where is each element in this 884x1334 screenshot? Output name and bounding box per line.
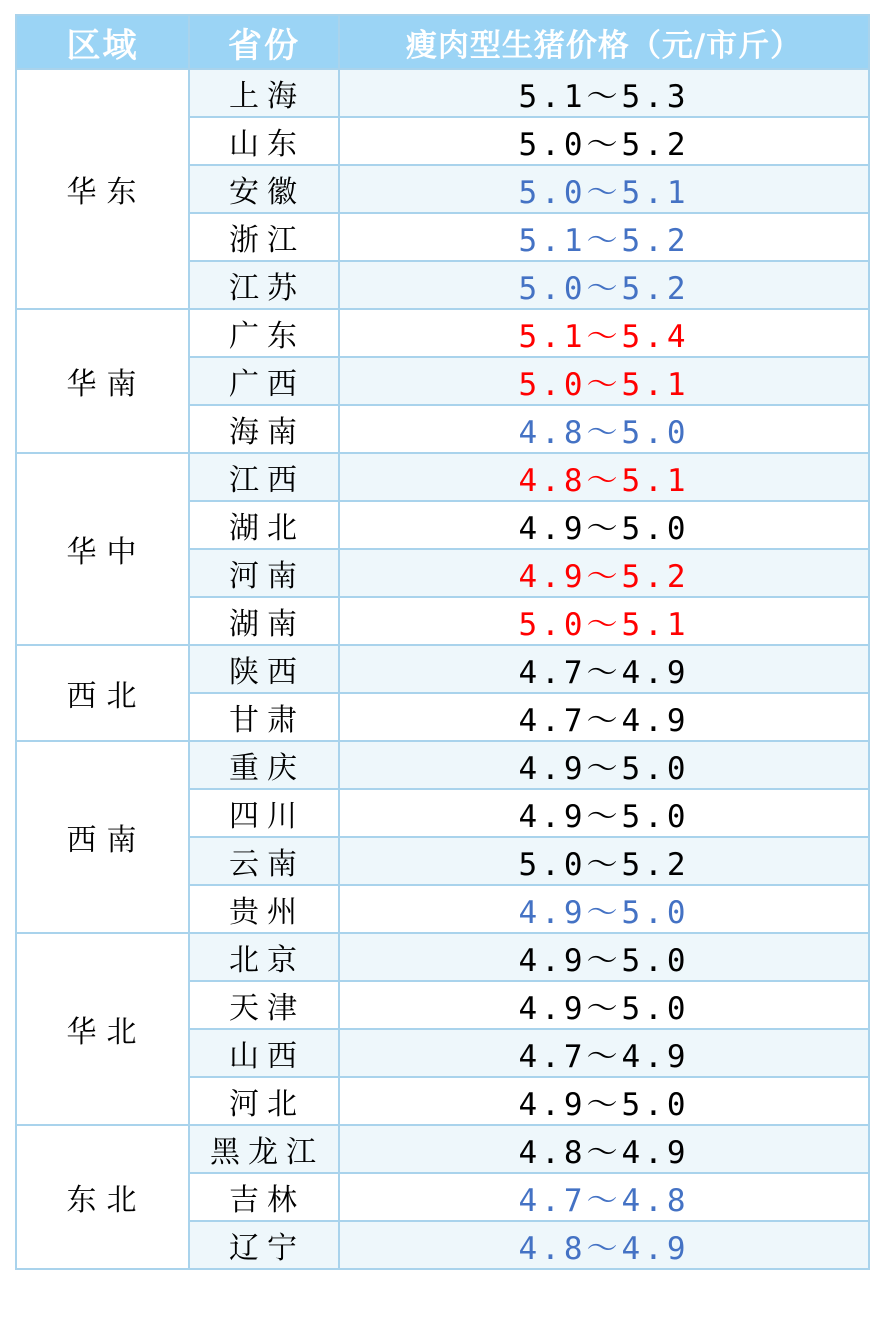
price-cell: 5.0～5.2 xyxy=(339,261,869,309)
price-cell: 5.0～5.2 xyxy=(339,837,869,885)
table-row xyxy=(16,645,869,693)
header-price: 瘦肉型生猪价格（元/市斤） xyxy=(339,15,869,69)
province-cell: 河北 xyxy=(189,1077,339,1125)
province-cell: 陕西 xyxy=(189,645,339,693)
header-region: 区域 xyxy=(16,15,189,69)
table-body xyxy=(16,69,869,1269)
province-cell: 湖南 xyxy=(189,597,339,645)
province-cell: 江西 xyxy=(189,453,339,501)
price-cell: 4.7～4.9 xyxy=(339,1029,869,1077)
price-cell: 5.1～5.4 xyxy=(339,309,869,357)
table-header xyxy=(16,15,869,69)
province-cell: 浙江 xyxy=(189,213,339,261)
price-cell: 5.1～5.2 xyxy=(339,213,869,261)
price-cell: 4.8～5.0 xyxy=(339,405,869,453)
table-row xyxy=(16,741,869,789)
province-cell: 吉林 xyxy=(189,1173,339,1221)
province-cell: 江苏 xyxy=(189,261,339,309)
region-cell: 西南 xyxy=(16,741,189,933)
price-cell: 4.7～4.9 xyxy=(339,693,869,741)
province-cell: 河南 xyxy=(189,549,339,597)
hog-price-table xyxy=(15,14,870,1270)
province-cell: 上海 xyxy=(189,69,339,117)
price-cell: 4.9～5.0 xyxy=(339,789,869,837)
price-cell: 4.9～5.0 xyxy=(339,1077,869,1125)
province-cell: 黑龙江 xyxy=(189,1125,339,1173)
region-cell: 华南 xyxy=(16,309,189,453)
province-cell: 云南 xyxy=(189,837,339,885)
region-cell: 东北 xyxy=(16,1125,189,1269)
price-cell: 4.9～5.2 xyxy=(339,549,869,597)
province-cell: 甘肃 xyxy=(189,693,339,741)
price-cell: 5.0～5.1 xyxy=(339,597,869,645)
region-cell: 西北 xyxy=(16,645,189,741)
province-cell: 贵州 xyxy=(189,885,339,933)
price-cell: 4.9～5.0 xyxy=(339,981,869,1029)
price-cell: 4.8～4.9 xyxy=(339,1221,869,1269)
price-cell: 5.0～5.2 xyxy=(339,117,869,165)
table-row xyxy=(16,933,869,981)
province-cell: 广东 xyxy=(189,309,339,357)
table-row xyxy=(16,453,869,501)
price-cell: 4.9～5.0 xyxy=(339,501,869,549)
header-row xyxy=(16,15,869,69)
province-cell: 安徽 xyxy=(189,165,339,213)
region-cell: 华北 xyxy=(16,933,189,1125)
price-cell: 4.7～4.9 xyxy=(339,645,869,693)
table-row xyxy=(16,69,869,117)
province-cell: 广西 xyxy=(189,357,339,405)
province-cell: 湖北 xyxy=(189,501,339,549)
price-cell: 5.0～5.1 xyxy=(339,165,869,213)
price-cell: 5.0～5.1 xyxy=(339,357,869,405)
province-cell: 山东 xyxy=(189,117,339,165)
province-cell: 天津 xyxy=(189,981,339,1029)
province-cell: 辽宁 xyxy=(189,1221,339,1269)
province-cell: 重庆 xyxy=(189,741,339,789)
price-cell: 4.9～5.0 xyxy=(339,741,869,789)
price-cell: 4.8～5.1 xyxy=(339,453,869,501)
price-cell: 4.8～4.9 xyxy=(339,1125,869,1173)
price-cell: 5.1～5.3 xyxy=(339,69,869,117)
price-cell: 4.7～4.8 xyxy=(339,1173,869,1221)
region-cell: 华东 xyxy=(16,69,189,309)
table-row xyxy=(16,309,869,357)
header-province: 省份 xyxy=(189,15,339,69)
province-cell: 北京 xyxy=(189,933,339,981)
province-cell: 四川 xyxy=(189,789,339,837)
region-cell: 华中 xyxy=(16,453,189,645)
province-cell: 山西 xyxy=(189,1029,339,1077)
price-cell: 4.9～5.0 xyxy=(339,933,869,981)
province-cell: 海南 xyxy=(189,405,339,453)
price-cell: 4.9～5.0 xyxy=(339,885,869,933)
table-row xyxy=(16,1125,869,1173)
